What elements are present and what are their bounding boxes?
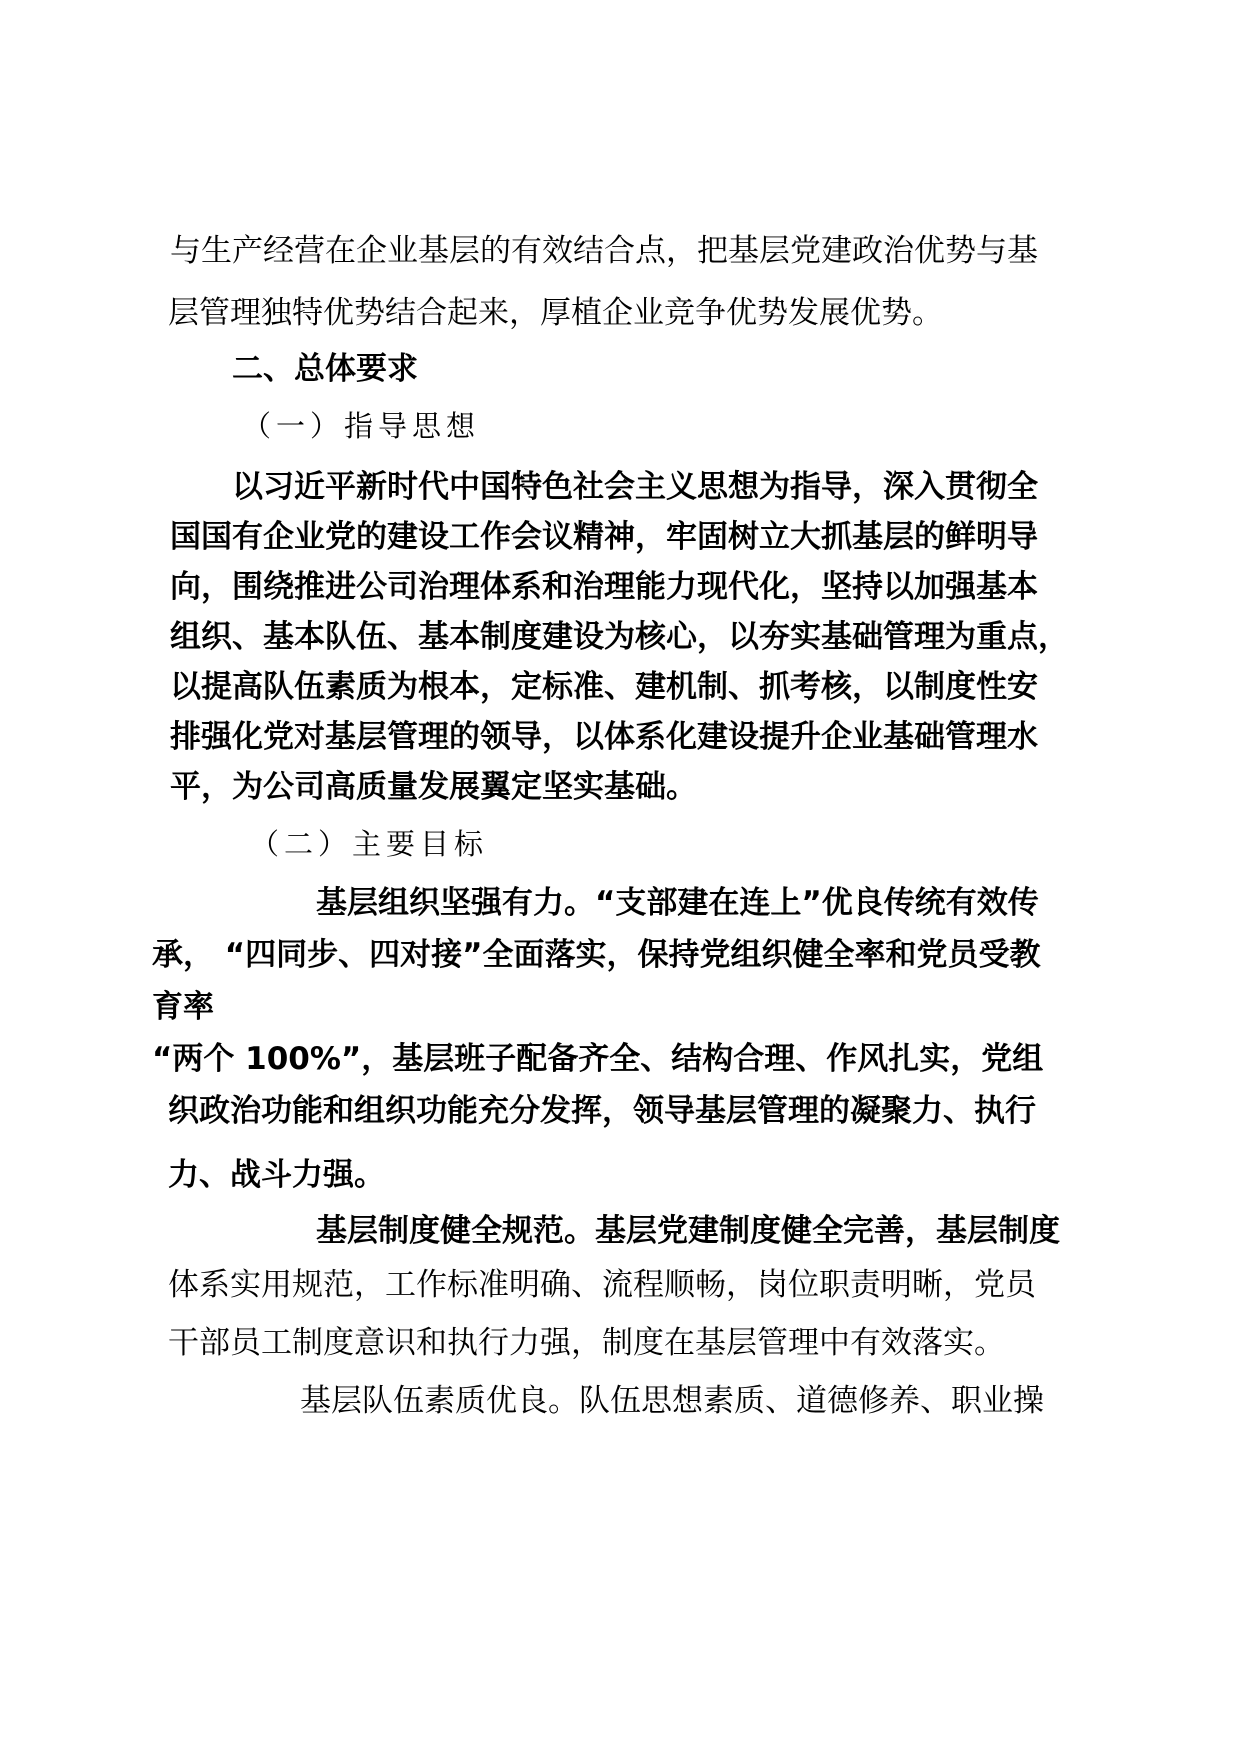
body-line-2: 层管理独特优势结合起来，厚植企业竞争优势发展优势。 [168, 295, 943, 331]
team-line-1: 基层队伍素质优良。队伍思想素质、道德修养、职业操 [300, 1383, 1044, 1419]
bold-paragraph-line-5: 以提高队伍素质为根本，定标准、建机制、抓考核，以制度性安 [170, 669, 1038, 705]
system-line-3: 干部员工制度意识和执行力强，制度在基层管理中有效落实。 [168, 1325, 1005, 1361]
subsection-heading-1: （一）指导思想 [242, 409, 481, 443]
goal-line-6: 力、战斗力强。 [168, 1157, 385, 1193]
goal-line-3: 育率 [152, 989, 214, 1025]
goal-line-2: 承， “四同步、四对接”全面落实，保持党组织健全率和党员受教 [152, 937, 1041, 973]
goal-line-4: “两个 100%”，基层班子配备齐全、结构合理、作风扎实，党组 [152, 1041, 1044, 1077]
bold-paragraph-line-4: 组织、基本队伍、基本制度建设为核心，以夯实基础管理为重点， [170, 619, 1069, 655]
subsection-heading-2: （二）主要目标 [250, 827, 489, 861]
bold-paragraph-line-3: 向，围绕推进公司治理体系和治理能力现代化，坚持以加强基本 [170, 569, 1038, 605]
system-line-2: 体系实用规范，工作标准明确、流程顺畅，岗位职责明晰，党员 [168, 1267, 1036, 1303]
goal-line-1: 基层组织坚强有力。“支部建在连上”优良传统有效传 [316, 885, 1039, 921]
bold-paragraph-line-6: 排强化党对基层管理的领导，以体系化建设提升企业基础管理水 [170, 719, 1038, 755]
goal-line-5: 织政治功能和组织功能充分发挥，领导基层管理的凝聚力、执行 [168, 1093, 1036, 1129]
bold-paragraph-line-1: 以习近平新时代中国特色社会主义思想为指导，深入贯彻全 [232, 469, 1038, 505]
bold-paragraph-line-2: 国国有企业党的建设工作会议精神，牢固树立大抓基层的鲜明导 [170, 519, 1038, 555]
body-line-1: 与生产经营在企业基层的有效结合点，把基层党建政治优势与基 [170, 233, 1038, 269]
bold-paragraph-line-7: 平，为公司高质量发展翼定坚实基础。 [170, 769, 697, 805]
system-line-1: 基层制度健全规范。基层党建制度健全完善，基层制度 [316, 1213, 1060, 1249]
section-heading: 二、总体要求 [232, 351, 418, 387]
